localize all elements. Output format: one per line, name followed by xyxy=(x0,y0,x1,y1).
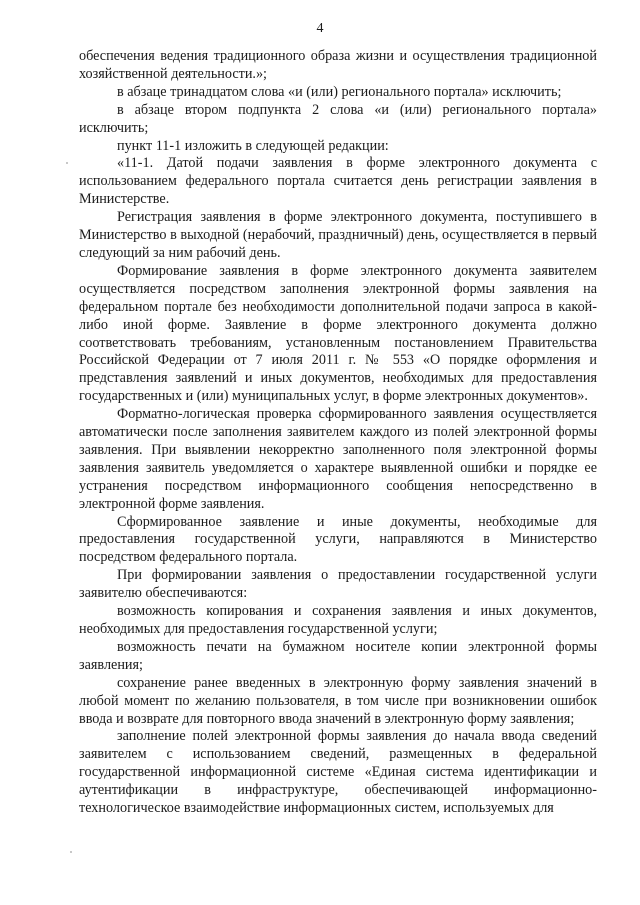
paragraph: заполнение полей электронной формы заявления до начала ввода сведений заявителем с использованием сведений, размещенных в федеральной государственной информационной системе «Единая система идентификации и аутентификации в инфраструктуре, обеспечивающей информационно-технологическое взаимодействие информационных систем, используемых для xyxy=(79,728,597,817)
paragraph: «11-1. Датой подачи заявления в форме электронного документа с использованием федерального портала считается день регистрации заявления в Министерстве. xyxy=(79,155,597,208)
page-number: 4 xyxy=(316,21,324,36)
paragraph-continuation: обеспечения ведения традиционного образа жизни и осуществления традиционной хозяйственной деятельности.»; xyxy=(79,48,597,82)
paragraph: пункт 11-1 изложить в следующей редакции: xyxy=(117,137,389,154)
paragraph: возможность печати на бумажном носителе копии электронной формы заявления; xyxy=(79,638,597,673)
document-body xyxy=(79,48,597,818)
paragraph: сохранение ранее введенных в электронную форму заявления значений в любой момент по желанию пользователя, в том числе при возникновении ошибок ввода и возврате для повторного ввода значений в электронную форму заявления; xyxy=(79,674,597,727)
paragraph: в абзаце втором подпункта 2 слова «и (или) регионального портала» исключить; xyxy=(79,101,597,136)
paragraph: в абзаце тринадцатом слова «и (или) регионального портала» исключить; xyxy=(117,83,562,100)
paragraph: Формирование заявления в форме электронного документа заявителем осуществляется посредством заполнения электронной формы заявления на федеральном портале без необходимости дополнительной подачи запроса в какой-либо иной форме. Заявление в форме электронного документа должно соответствовать требованиям, установленным постановлением Правительства Российской Федерации от 7 июля 2011 г. № 553 «О порядке оформления и представления заявлений и иных документов, необходимых для предоставления государственных и (или) муниципальных услуг, в форме электронных документов». xyxy=(79,262,597,405)
paragraph: При формировании заявления о предоставлении государственной услуги заявителю обеспечиваются: xyxy=(79,567,597,602)
paragraph: возможность копирования и сохранения заявления и иных документов, необходимых для предоставления государственной услуги; xyxy=(79,603,597,637)
scan-speck xyxy=(66,162,68,164)
scan-speck xyxy=(70,851,72,853)
paragraph: Форматно-логическая проверка сформированного заявления осуществляется автоматически после заполнения заявителем каждого из полей электронной формы заявления. При выявлении некорректно заполненного поля электронной формы заявления заявитель уведомляется о характере выявленной ошибки и порядке ее устранения посредством информационного сообщения непосредственно в электронной форме заявления. xyxy=(79,406,597,512)
paragraph: Регистрация заявления в форме электронного документа, поступившего в Министерство в выходной (нерабочий, праздничный) день, осуществляется в первый следующий за ним рабочий день. xyxy=(79,209,597,261)
paragraph: Сформированное заявление и иные документы, необходимые для предоставления государственной услуги, направляются в Министерство посредством федерального портала. xyxy=(79,513,597,566)
